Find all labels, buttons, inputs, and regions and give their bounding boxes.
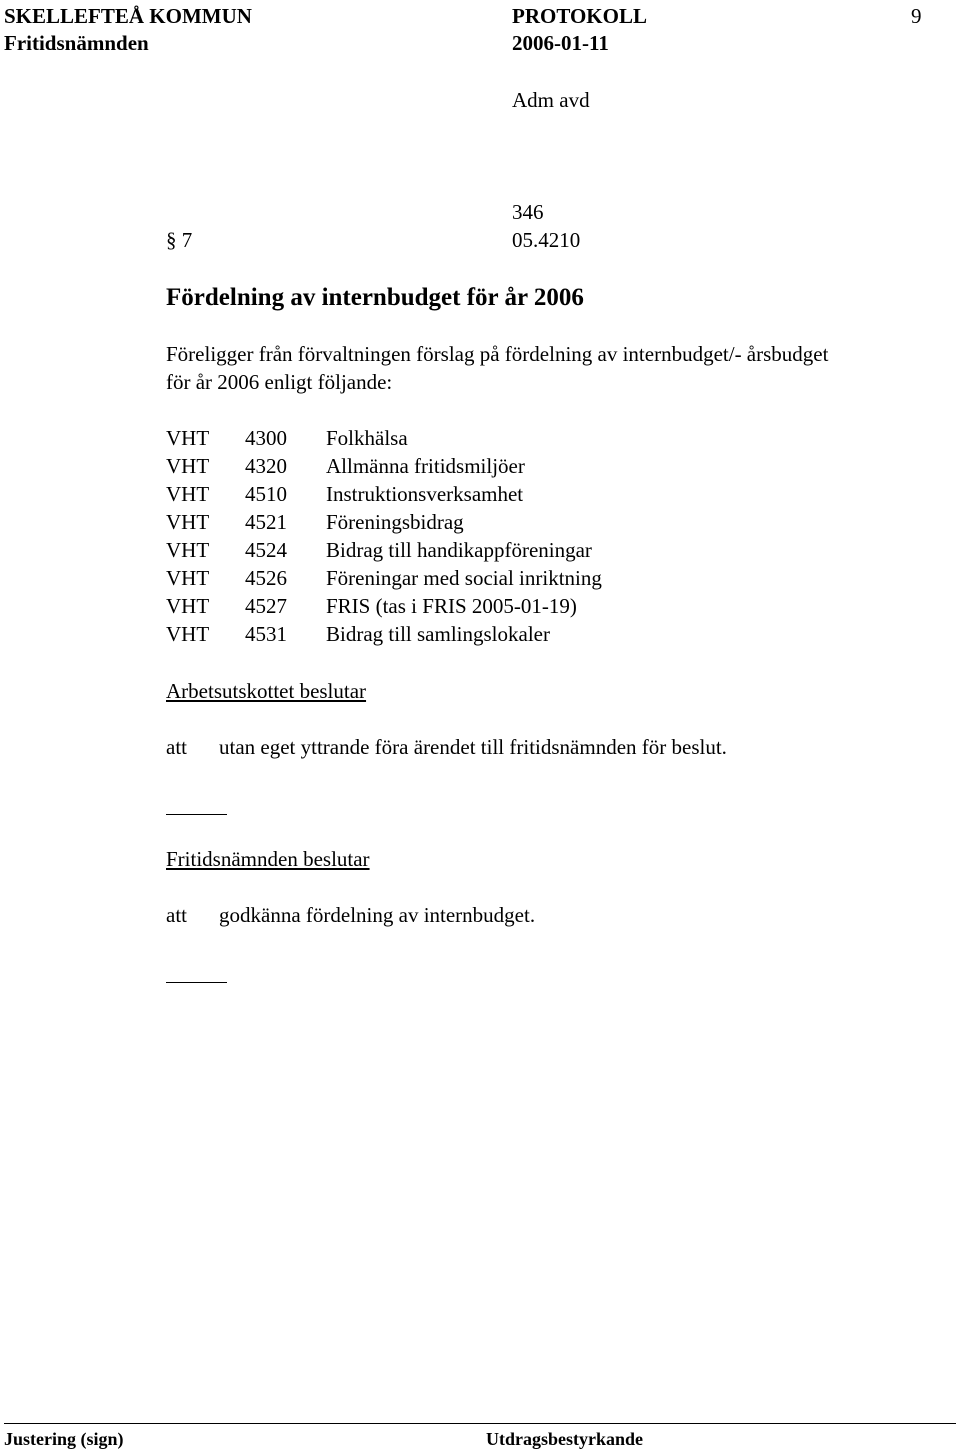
decision-1-heading: Arbetsutskottet beslutar bbox=[166, 679, 367, 703]
item-name: Allmänna fritidsmiljöer bbox=[326, 454, 525, 478]
item-prefix: VHT bbox=[166, 538, 210, 562]
section-number: 346 bbox=[512, 200, 544, 224]
separator-line bbox=[166, 814, 227, 815]
item-code: 4521 bbox=[245, 510, 287, 534]
committee-name: Fritidsnämnden bbox=[4, 31, 149, 55]
doc-type: PROTOKOLL bbox=[512, 4, 647, 28]
item-prefix: VHT bbox=[166, 426, 210, 450]
item-prefix: VHT bbox=[166, 454, 210, 478]
item-name: FRIS (tas i FRIS 2005-01-19) bbox=[326, 594, 577, 618]
item-code: 4527 bbox=[245, 594, 287, 618]
item-name: Bidrag till samlingslokaler bbox=[326, 622, 550, 646]
decision-1-att: att bbox=[166, 735, 187, 759]
item-name: Bidrag till handikappföreningar bbox=[326, 538, 592, 562]
footer-justering: Justering (sign) bbox=[4, 1429, 124, 1449]
item-prefix: VHT bbox=[166, 482, 210, 506]
item-name: Instruktionsverksamhet bbox=[326, 482, 524, 506]
item-prefix: VHT bbox=[166, 566, 210, 590]
decision-2-heading: Fritidsnämnden beslutar bbox=[166, 847, 370, 871]
page-title: Fördelning av internbudget för år 2006 bbox=[166, 284, 584, 311]
item-code: 4531 bbox=[245, 622, 287, 646]
footer-utdragsbestyrkande: Utdragsbestyrkande bbox=[486, 1429, 644, 1449]
item-prefix: VHT bbox=[166, 594, 210, 618]
section-reference: 05.4210 bbox=[512, 228, 581, 252]
item-name: Föreningar med social inriktning bbox=[326, 566, 602, 590]
item-name: Folkhälsa bbox=[326, 426, 408, 450]
item-prefix: VHT bbox=[166, 510, 210, 534]
item-code: 4526 bbox=[245, 566, 287, 590]
intro-line-1: Föreligger från förvaltningen förslag på fördelning av internbudget/- årsbudget bbox=[166, 342, 829, 366]
item-code: 4524 bbox=[245, 538, 287, 562]
page-number: 9 bbox=[911, 4, 922, 28]
footer-rule bbox=[4, 1423, 956, 1424]
item-code: 4300 bbox=[245, 426, 287, 450]
intro-line-2: för år 2006 enligt följande: bbox=[166, 370, 393, 394]
item-code: 4320 bbox=[245, 454, 287, 478]
item-name: Föreningsbidrag bbox=[326, 510, 464, 534]
org-name: SKELLEFTEÅ KOMMUN bbox=[4, 4, 252, 28]
decision-1-text: utan eget yttrande föra ärendet till fritidsnämnden för beslut. bbox=[219, 735, 727, 759]
decision-2-att: att bbox=[166, 903, 187, 927]
decision-2-text: godkänna fördelning av internbudget. bbox=[219, 903, 536, 927]
item-prefix: VHT bbox=[166, 622, 210, 646]
meeting-date: 2006-01-11 bbox=[512, 31, 609, 55]
item-code: 4510 bbox=[245, 482, 287, 506]
department: Adm avd bbox=[512, 88, 590, 112]
separator-line bbox=[166, 982, 227, 983]
section-paragraph: § 7 bbox=[166, 228, 193, 252]
